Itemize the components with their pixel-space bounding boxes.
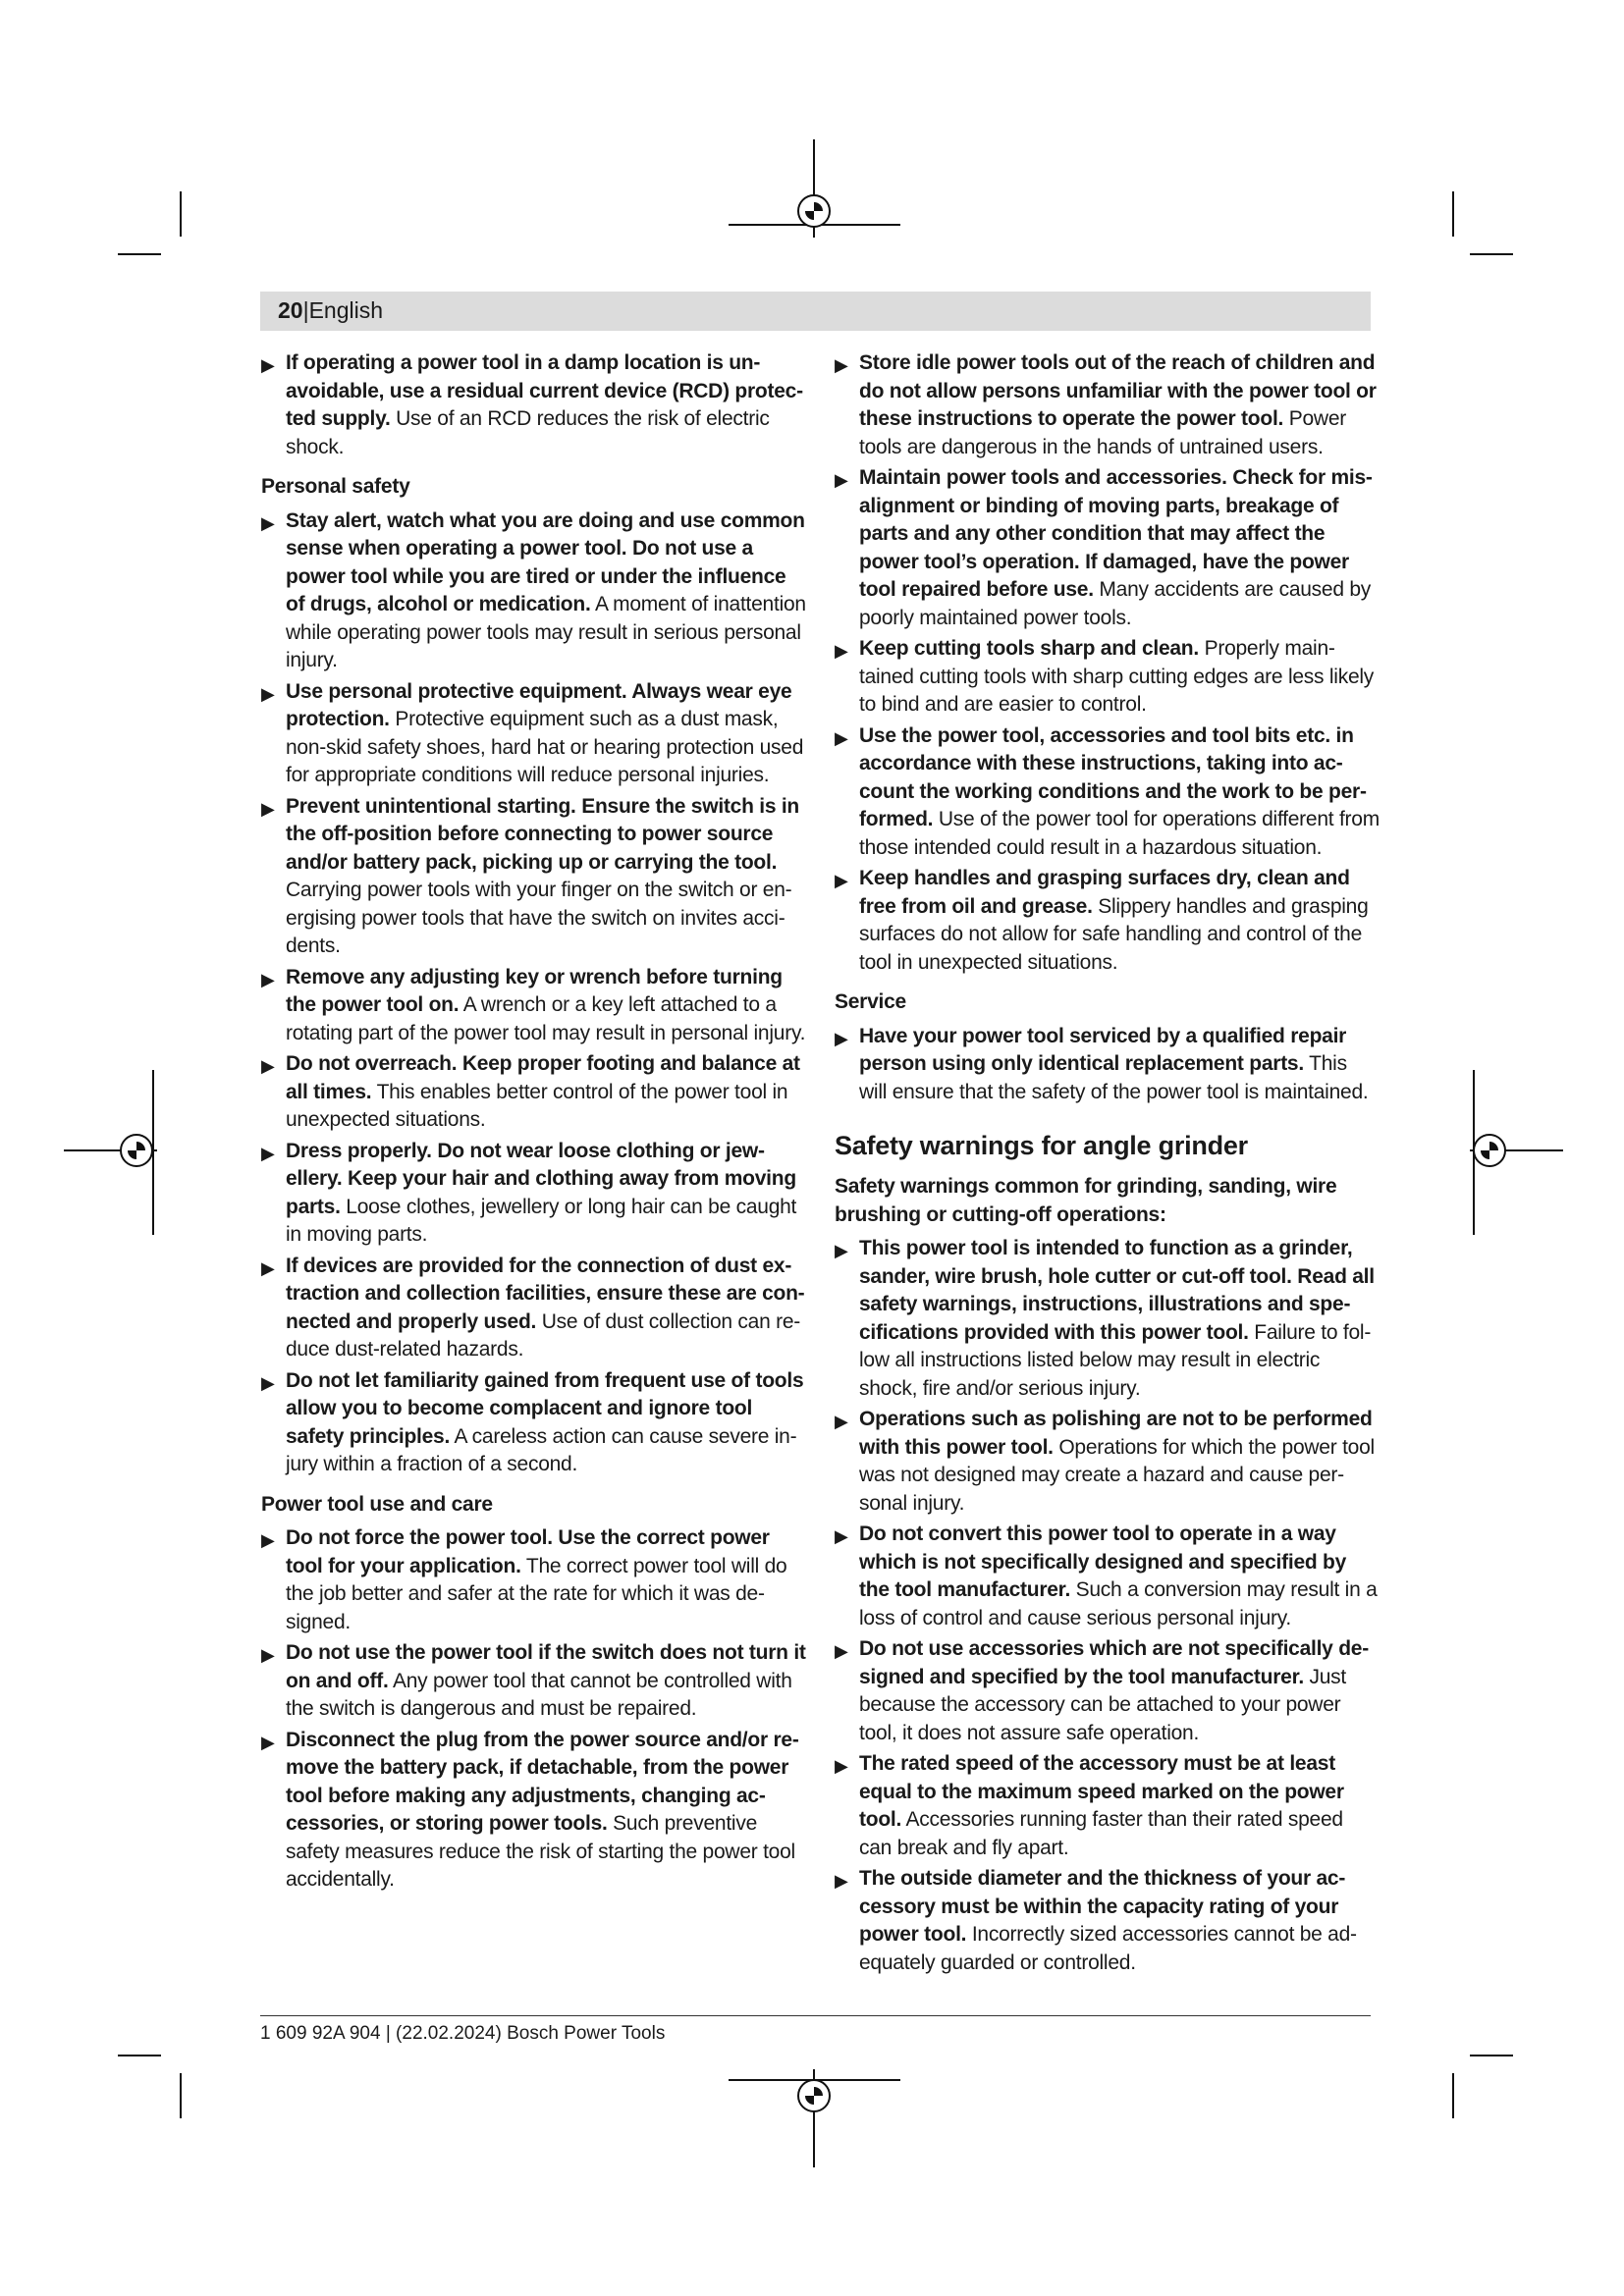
bullet-triangle-icon: ▶ <box>835 355 848 375</box>
list-item: ▶ The rated speed of the accessory must be at least equal to the maximum speed marked on the power tool. Accessories running faster than their rated speed can break and fly apart. <box>835 1752 1344 1859</box>
crop-mark <box>1452 2073 1454 2118</box>
list-item: ▶ Do not use the power tool if the switch does not turn it on and off. Any power tool that cannot be controlled with the switch is dangerous and must be repaired. <box>261 1641 806 1720</box>
bullet-triangle-icon: ▶ <box>835 470 848 490</box>
list-item: ▶ Use the power tool, accessories and tool bits etc. in accordance with these instructions, taking into account the working conditions and the work to be performed. Use of the power tool for operations different from those intended could result in a hazardous situation. <box>835 723 1380 859</box>
bullet-triangle-icon: ▶ <box>835 1641 848 1661</box>
bullet-triangle-icon: ▶ <box>835 1028 848 1048</box>
list-item: ▶ Do not convert this power tool to operate in a way which is not specifically designed and specified by the tool manufacturer. Such a conversion may result in a loss of control and cause serious personal injury. <box>835 1522 1378 1629</box>
page-header <box>260 292 1371 331</box>
list-item: ▶ This power tool is intended to function as a grinder, sander, wire brush, hole cutter or cut-off tool. Read all safety warnings, instructions, illustrations and specifications provided with this power tool. Failure to follow all instructions listed below may result in electric shock, fire and/or serious injury. <box>835 1237 1375 1400</box>
crop-mark <box>180 2073 182 2118</box>
list-item: ▶ Have your power tool serviced by a qualified repair person using only identical replacement parts. This will ensure that the safety of the power tool is maintained. <box>835 1024 1369 1103</box>
right-column <box>835 349 1380 1980</box>
section-heading: Power tool use and care <box>261 1492 493 1516</box>
bullet-triangle-icon: ▶ <box>261 969 275 989</box>
list-item: ▶ Operations such as polishing are not to be performed with this power tool. Operations for which the power tool was not designed may create a hazard and cause personal injury. <box>835 1408 1375 1515</box>
bullet-triangle-icon: ▶ <box>261 1257 275 1278</box>
bullet-triangle-icon: ▶ <box>261 683 275 704</box>
bullet-triangle-icon: ▶ <box>261 1732 275 1752</box>
bullet-triangle-icon: ▶ <box>261 1530 275 1550</box>
list-item: ▶ Keep cutting tools sharp and clean. Properly maintained cutting tools with sharp cutting edges are less likely to bind and are easier to control. <box>835 637 1375 716</box>
crop-mark <box>1452 191 1454 237</box>
list-item: ▶ Remove any adjusting key or wrench before turning the power tool on. A wrench or a key left attached to a rotating part of the power tool may result in personal injury. <box>261 965 806 1044</box>
crop-mark <box>118 253 161 255</box>
bullet-triangle-icon: ▶ <box>835 1241 848 1260</box>
list-item: ▶ The outside diameter and the thickness of your accessory must be within the capacity rating of your power tool. Incorrectly sized accessories cannot be adequately guarded or controlled. <box>835 1867 1358 1974</box>
section-intro: Safety warnings common for grinding, sanding, wire brushing or cutting-off operations: <box>835 1175 1337 1226</box>
list-item: ▶ Dress properly. Do not wear loose clothing or jewellery. Keep your hair and clothing away from moving parts. Loose clothes, jewellery or long hair can be caught in moving parts. <box>261 1139 797 1246</box>
bullet-triangle-icon: ▶ <box>261 512 275 533</box>
bullet-triangle-icon: ▶ <box>835 1756 848 1776</box>
crop-mark <box>180 191 182 237</box>
list-item: ▶ Keep handles and grasping surfaces dry, clean and free from oil and grease. Slippery handles and grasping surfaces do not allow for safe handling and control of the tool in unexpected situations. <box>835 867 1369 974</box>
bullet-triangle-icon: ▶ <box>835 727 848 748</box>
registration-target-icon <box>1473 1134 1506 1167</box>
crop-mark <box>118 2055 161 2056</box>
header-separator: | <box>302 297 309 323</box>
list-item: ▶ Stay alert, watch what you are doing and use common sense when operating a power tool. Do not use a power tool while you are tired or under the influence of drugs, alcohol or medication. A moment of inattention while operating power tools may result in serious personal injury. <box>261 508 806 671</box>
bullet-triangle-icon: ▶ <box>835 1526 848 1546</box>
bullet-triangle-icon: ▶ <box>261 1056 275 1076</box>
list-item: ▶ Disconnect the plug from the power source and/or remove the battery pack, if detachable, from the power tool before making any adjustments, changing accessories, or storing power tools. Such preventive safety measures reduce the risk of starting the power tool accidentally. <box>261 1728 799 1891</box>
section-heading: Personal safety <box>261 475 410 498</box>
crop-mark <box>1470 253 1513 255</box>
left-column <box>261 349 806 1897</box>
list-item: ▶ Use personal protective equipment. Always wear eye protection. Protective equipment such as a dust mask, non-skid safety shoes, hard hat or hearing protection used for appropriate conditions will reduce personal injuries. <box>261 679 804 786</box>
registration-target-icon <box>120 1134 153 1167</box>
section-title: Safety warnings for angle grinder <box>835 1131 1248 1160</box>
bullet-triangle-icon: ▶ <box>835 871 848 890</box>
list-item: ▶ Do not force the power tool. Use the correct power tool for your application. The correct power tool will do the job better and safer at the rate for which it was designed. <box>261 1526 787 1633</box>
registration-target-icon <box>797 194 831 228</box>
list-item: ▶ Store idle power tools out of the reach of children and do not allow persons unfamiliar with the power tool or these instructions to operate the power tool. Power tools are dangerous in the hands of untrained users. <box>835 351 1377 458</box>
list-item: ▶ Do not let familiarity gained from frequent use of tools allow you to become complacent and ignore tool safety principles. A careless action can cause severe injury within a fraction of a second. <box>261 1368 804 1475</box>
bullet-triangle-icon: ▶ <box>261 1645 275 1665</box>
list-item: ▶ If operating a power tool in a damp location is unavoidable, use a residual current device (RCD) protected supply. Use of an RCD reduces the risk of electric shock. <box>261 351 804 458</box>
bullet-triangle-icon: ▶ <box>261 355 275 375</box>
crop-mark <box>1470 2055 1513 2056</box>
header-language: English <box>308 297 384 323</box>
section-heading: Service <box>835 990 906 1013</box>
list-item: ▶ Prevent unintentional starting. Ensure the switch is in the off-position before connecting to power source and/or battery pack, picking up or carrying the tool. Carrying power tools with your finger on the switch or energising power tools that have the switch on invites accidents. <box>261 794 800 957</box>
footer-divider <box>260 2015 1371 2016</box>
page-number: 20 <box>278 297 303 323</box>
bullet-triangle-icon: ▶ <box>835 1871 848 1891</box>
bullet-triangle-icon: ▶ <box>261 798 275 819</box>
list-item: ▶ Do not use accessories which are not specifically designed and specified by the tool manufacturer. Just because the accessory can be attached to your power tool, it does not assure safe operation. <box>835 1637 1370 1744</box>
bullet-triangle-icon: ▶ <box>835 1412 848 1431</box>
list-item: ▶ If devices are provided for the connection of dust extraction and collection facilities, ensure these are connected and properly used. Use of dust collection can reduce dust-related hazards. <box>261 1254 805 1361</box>
page-footer: 1 609 92A 904 | (22.02.2024) Bosch Power Tools <box>260 2023 666 2044</box>
registration-target-icon <box>797 2079 831 2112</box>
list-item: ▶ Maintain power tools and accessories. Check for misalignment or binding of moving parts, breakage of parts and any other condition that may affect the power tool’s operation. If damaged, have the power tool repaired before use. Many accidents are caused by poorly maintained power tools. <box>835 466 1373 629</box>
list-item: ▶ Do not overreach. Keep proper footing and balance at all times. This enables better control of the power tool in unexpected situations. <box>261 1052 800 1131</box>
bullet-triangle-icon: ▶ <box>261 1372 275 1393</box>
bullet-triangle-icon: ▶ <box>835 641 848 661</box>
bullet-triangle-icon: ▶ <box>261 1143 275 1163</box>
